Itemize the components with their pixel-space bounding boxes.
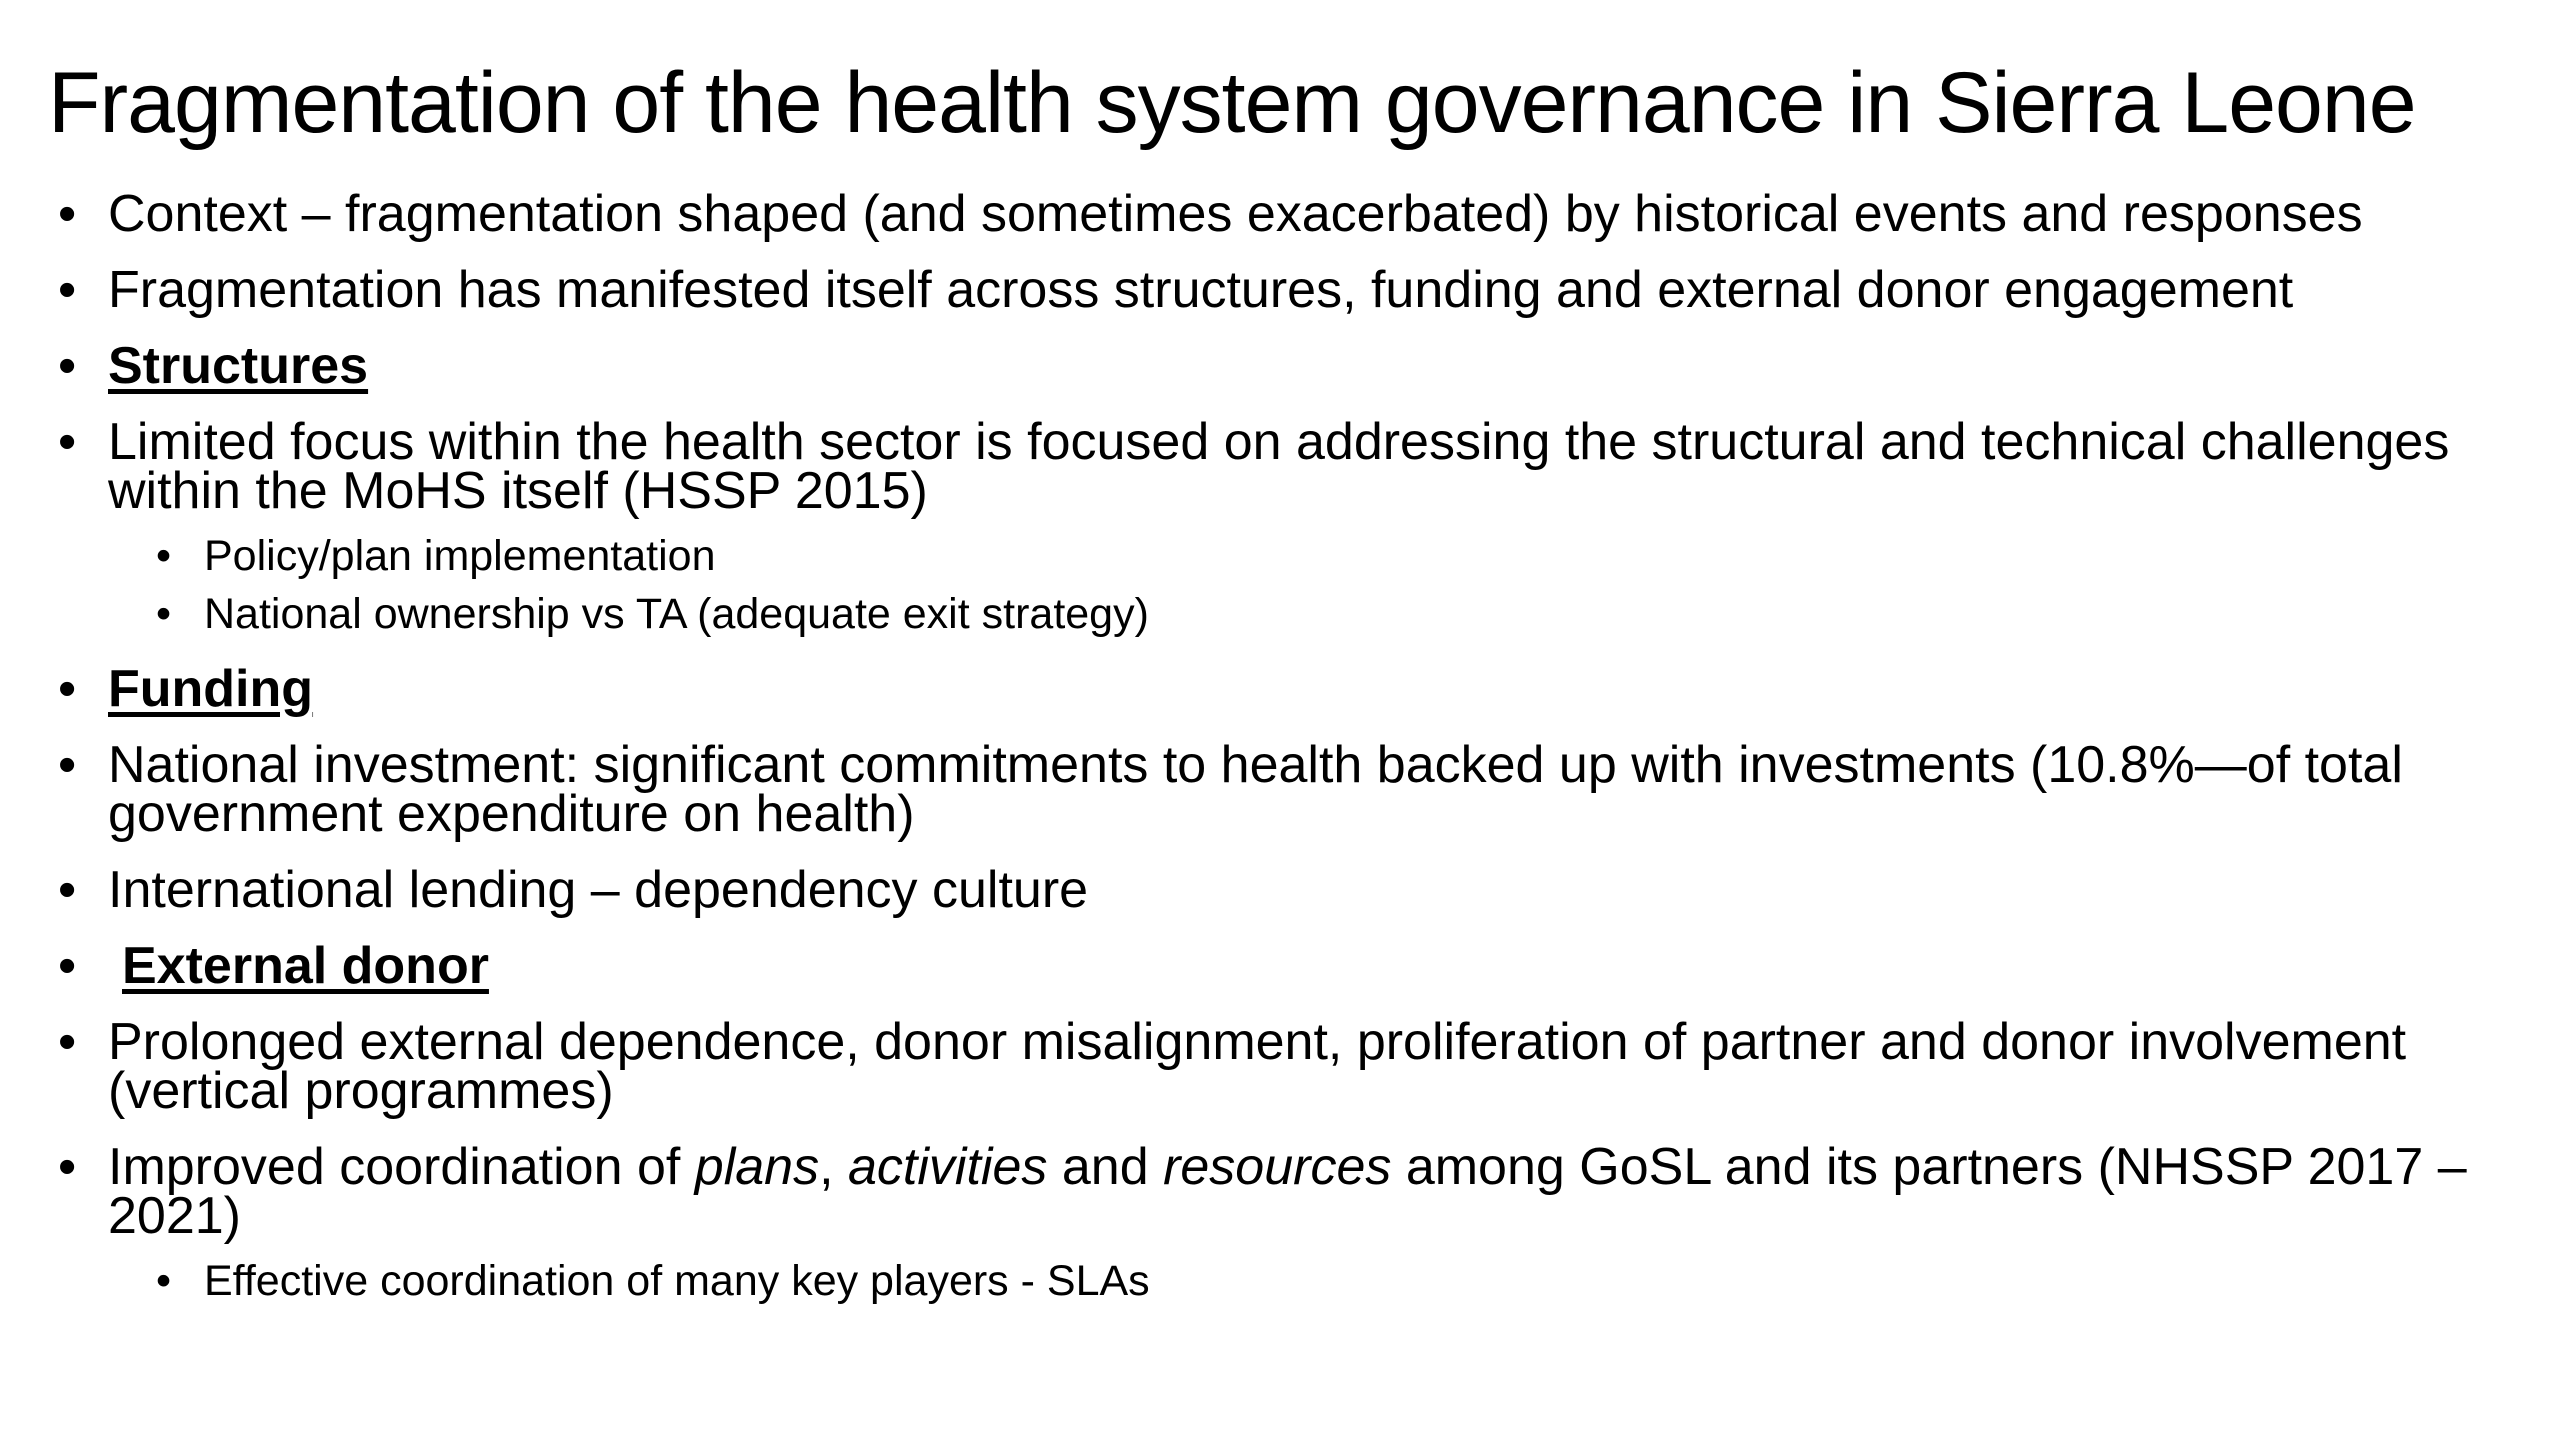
bullet-item-national-investment	[58, 736, 2518, 843]
sub-bullet-text: National ownership vs TA (adequate exit strategy)	[204, 590, 1149, 638]
text-run: ,	[819, 1138, 848, 1196]
sub-bullet-list	[108, 1257, 2518, 1305]
sub-bullet-icon: •	[156, 1257, 172, 1305]
bullet-item-context	[58, 185, 2518, 243]
sub-bullet-item	[156, 532, 2518, 580]
bullet-list	[58, 185, 2518, 1332]
bullet-icon: •	[58, 1013, 77, 1071]
bullet-icon: •	[58, 413, 77, 471]
italic-text-run: plans	[694, 1138, 820, 1196]
bullet-icon: •	[58, 861, 77, 919]
sub-bullet-item	[156, 590, 2518, 638]
text-run: among GoSL and its partners (NHSSP 2017 – 2021)	[108, 1138, 2467, 1245]
bullet-text: Limited focus within the health sector is focused on addressing the structural and technical challenges within the MoHS itself (HSSP 2015)	[108, 413, 2450, 520]
section-heading-funding	[58, 660, 2518, 718]
sub-bullet-list	[108, 532, 2518, 638]
heading-text: Structures	[108, 337, 369, 395]
sub-bullet-icon: •	[156, 590, 172, 638]
bullet-icon: •	[58, 1138, 77, 1196]
text-run: Improved coordination of	[108, 1138, 695, 1196]
sub-bullet-icon: •	[156, 532, 172, 580]
sub-bullet-text: Policy/plan implementation	[204, 532, 716, 580]
bullet-icon: •	[58, 185, 77, 243]
bullet-item-limited-focus	[58, 413, 2518, 638]
bullet-icon: •	[58, 337, 77, 395]
italic-text-run: resources	[1163, 1138, 1392, 1196]
heading-text: Funding	[108, 660, 314, 718]
sub-bullet-text: Effective coordination of many key players - SLAs	[204, 1257, 1150, 1305]
bullet-item-improved-coordination	[58, 1138, 2518, 1305]
bullet-text: Context – fragmentation shaped (and sometimes exacerbated) by historical events and responses	[108, 185, 2363, 243]
section-heading-external-donor	[58, 937, 2518, 995]
bullet-text: Prolonged external dependence, donor misalignment, proliferation of partner and donor involvement (vertical programmes)	[108, 1013, 2407, 1120]
bullet-text: International lending – dependency culture	[108, 861, 1089, 919]
sub-bullet-item	[156, 1257, 2518, 1305]
section-heading-structures	[58, 337, 2518, 395]
bullet-icon: •	[58, 937, 77, 995]
bullet-icon: •	[58, 261, 77, 319]
bullet-item-prolonged-dependence	[58, 1013, 2518, 1120]
bullet-text: Fragmentation has manifested itself across structures, funding and external donor engagement	[108, 261, 2294, 319]
bullet-text	[108, 1138, 2467, 1245]
italic-text-run: activities	[848, 1138, 1048, 1196]
bullet-item-international-lending	[58, 861, 2518, 919]
bullet-text: National investment: significant commitments to health backed up with investments (10.8%—of total government expenditure on health)	[108, 736, 2403, 843]
bullet-item-manifested	[58, 261, 2518, 319]
bullet-icon: •	[58, 736, 77, 794]
heading-text: External donor	[122, 937, 489, 995]
text-run: and	[1047, 1138, 1164, 1196]
slide-title: Fragmentation of the health system governance in Sierra Leone	[48, 55, 2416, 151]
bullet-icon: •	[58, 660, 77, 718]
